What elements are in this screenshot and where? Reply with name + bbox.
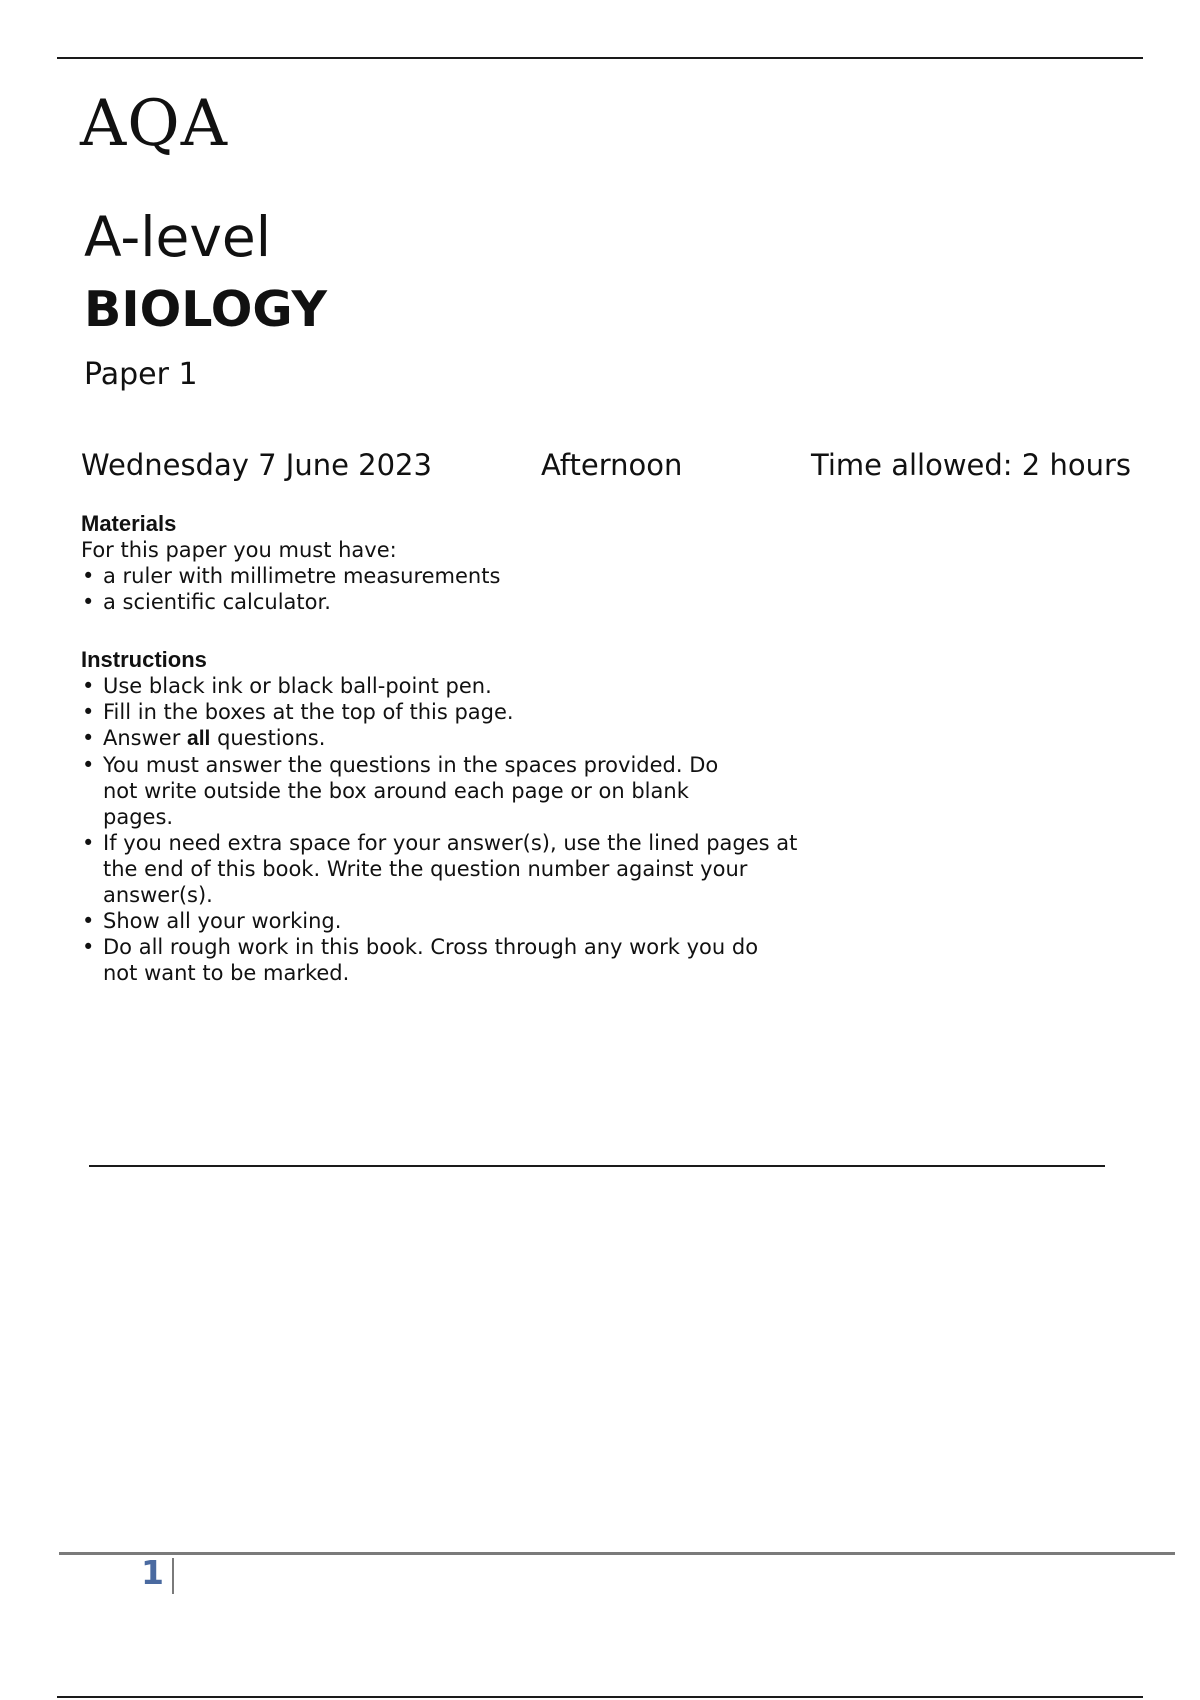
instructions-heading: Instructions xyxy=(81,647,207,672)
materials-item: • a ruler with millimetre measurements xyxy=(81,563,500,589)
page-number: 1 xyxy=(141,1553,164,1592)
instruction-item xyxy=(81,830,861,908)
instruction-line: not want to be marked. xyxy=(103,961,350,985)
instruction-item: • Show all your working. xyxy=(81,908,861,934)
materials-item: • a scientific calculator. xyxy=(81,589,500,615)
instruction-line: You must answer the questions in the spaces provided. Do xyxy=(103,753,719,777)
materials-intro: For this paper you must have: xyxy=(81,538,397,562)
instruction-text: questions. xyxy=(210,726,326,750)
instruction-line: Do all rough work in this book. Cross through any work you do xyxy=(103,935,759,959)
subject-title: BIOLOGY xyxy=(84,281,327,338)
materials-list xyxy=(81,563,500,615)
exam-session: Afternoon xyxy=(541,448,683,482)
aqa-logo: AQA xyxy=(80,87,228,161)
instructions-list xyxy=(81,673,861,986)
exam-date: Wednesday 7 June 2023 xyxy=(81,448,432,482)
top-rule xyxy=(57,57,1143,59)
instruction-line: the end of this book. Write the question number against your xyxy=(103,857,748,881)
instruction-line: If you need extra space for your answer(s), use the lined pages at xyxy=(103,831,798,855)
materials-heading: Materials xyxy=(81,511,177,536)
instruction-item xyxy=(81,934,861,986)
instruction-text: Answer xyxy=(103,726,188,750)
instruction-item xyxy=(81,725,861,752)
instruction-line: answer(s). xyxy=(103,883,213,907)
section-divider xyxy=(89,1165,1105,1167)
instruction-line: pages. xyxy=(103,805,174,829)
instruction-emphasis: all xyxy=(187,727,211,750)
paper-number: Paper 1 xyxy=(84,357,198,392)
materials-section xyxy=(81,511,500,615)
footer-rule xyxy=(59,1552,1175,1555)
instruction-item: • Use black ink or black ball-point pen. xyxy=(81,673,861,699)
instruction-item xyxy=(81,752,861,830)
time-allowed: Time allowed: 2 hours xyxy=(811,448,1131,482)
instructions-section xyxy=(81,647,861,986)
page-number-separator xyxy=(172,1558,174,1594)
bottom-rule xyxy=(57,1696,1143,1698)
instruction-item: • Fill in the boxes at the top of this page. xyxy=(81,699,861,725)
qualification-level: A-level xyxy=(84,205,272,269)
instruction-line: not write outside the box around each page or on blank xyxy=(103,779,689,803)
